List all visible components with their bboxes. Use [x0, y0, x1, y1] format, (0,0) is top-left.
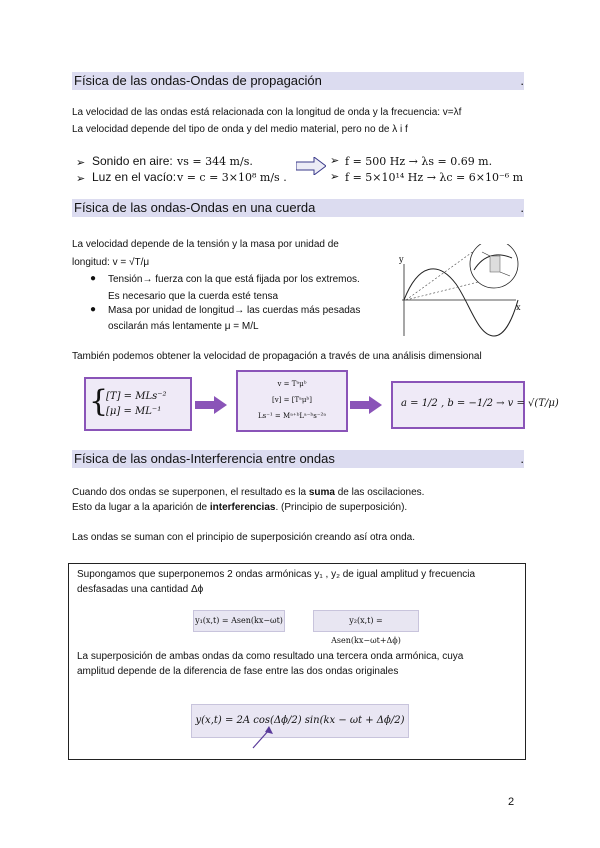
- arrow-bullet-icon: ➢: [330, 171, 340, 183]
- paragraph-line: Las ondas se suman con el principio de superposición creando así otra onda.: [72, 532, 415, 543]
- heading-dot: .: [520, 451, 524, 466]
- list-label: Sonido en aire:: [92, 154, 173, 168]
- brace-icon: {: [89, 384, 109, 419]
- equation-box-analysis: [236, 370, 348, 432]
- section-title: Física de las ondas-Ondas en una cuerda: [74, 200, 316, 215]
- paragraph-line: También podemos obtener la velocidad de propagación a través de una análisis dimensional: [72, 351, 482, 362]
- zoom-line: [406, 280, 486, 300]
- arrow-right-icon: [350, 396, 382, 414]
- text-run: de las oscilaciones.: [334, 487, 425, 498]
- equation-superposition: y(x,t) = 2A cos(Δϕ/2) sin(kx − ωt + Δϕ/2): [191, 704, 409, 738]
- paragraph-line: La velocidad depende de la tensión y la masa por unidad de: [72, 239, 339, 250]
- equation-line: v = Tᵃμᵇ: [277, 380, 307, 388]
- math-expression: f = 500 Hz → λs = 0.69 m.: [345, 155, 493, 168]
- bold-term: suma: [308, 487, 335, 498]
- paragraph-line: [72, 486, 424, 500]
- string-element: [490, 256, 500, 272]
- paragraph-line: La velocidad depende del tipo de onda y del medio material, pero no de λ i f: [72, 124, 408, 135]
- paragraph-line: [72, 501, 407, 515]
- section-heading-interference: [72, 450, 524, 468]
- equation-line: [μ] = ML⁻¹: [106, 406, 162, 417]
- page-number: 2: [508, 796, 515, 808]
- equation-wave1: y₁(x,t) = Asen(kx−ωt): [193, 610, 285, 632]
- equation-line: a = 1/2 , b = −1/2 → v = √(T/μ): [401, 398, 559, 409]
- pointer-arrow-icon: [249, 724, 279, 750]
- axis-label-y: y: [399, 255, 404, 264]
- bold-term: interferencias: [209, 502, 276, 513]
- math-expression: f = 5×10¹⁴ Hz → λc = 6×10⁻⁶ m: [345, 171, 524, 184]
- section-title: Física de las ondas-Ondas de propagación: [74, 73, 322, 88]
- bullet-text: Es necesario que la cuerda esté tensa: [108, 291, 279, 302]
- paragraph-line: amplitud depende de la diferencia de fase entre las dos ondas originales: [77, 666, 399, 677]
- heading-dot: .: [520, 200, 524, 215]
- arrow-right-icon: [195, 396, 227, 414]
- equation-wave2: y₂(x,t) = Asen(kx−ωt+Δϕ): [313, 610, 419, 632]
- wave-string-figure: [398, 244, 526, 344]
- text-run: . (Principio de superposición).: [275, 502, 408, 513]
- arrow-bullet-icon: ➢: [76, 157, 86, 169]
- bullet-icon: ●: [90, 273, 97, 284]
- equation-line: [v] = [Tᵃμᵇ]: [272, 396, 312, 404]
- heading-dot: .: [520, 73, 524, 88]
- arrow-right-icon: [296, 157, 326, 175]
- bullet-text: Tensión→ fuerza con la que está fijada por los extremos.: [108, 274, 360, 285]
- equation-box-result: [391, 381, 559, 429]
- section-title: Física de las ondas-Interferencia entre ondas: [74, 451, 335, 466]
- arrow-bullet-icon: ➢: [76, 173, 86, 185]
- list-label: Luz en el vacío:: [92, 170, 177, 184]
- equation-line: Ls⁻¹ = Mᵃ⁺ᵇLᵃ⁻ᵇs⁻²ᵃ: [257, 412, 327, 420]
- paragraph-line: Supongamos que superponemos 2 ondas armónicas y₁ , y₂ de igual amplitud y frecuencia: [77, 569, 476, 580]
- bullet-text: Masa por unidad de longitud→ las cuerdas más pesadas: [108, 305, 361, 316]
- section-heading-string-waves: [72, 199, 524, 217]
- arrow-bullet-icon: ➢: [330, 155, 340, 167]
- section-heading-propagation: [72, 72, 524, 90]
- bullet-text: oscilarán más lentamente μ = M/L: [108, 321, 259, 332]
- equation-box-dimensions: [84, 377, 192, 431]
- zoom-line: [406, 248, 478, 300]
- equation-line: [T] = MLs⁻²: [106, 391, 167, 402]
- bullet-icon: ●: [90, 304, 97, 315]
- axis-label-x: x: [516, 303, 521, 312]
- paragraph-line: longitud: v = √T/μ: [72, 257, 150, 268]
- math-expression: v = c = 3×10⁸ m/s .: [177, 171, 287, 184]
- paragraph-line: La superposición de ambas ondas da como resultado una tercera onda armónica, cuya: [77, 651, 464, 662]
- paragraph-line: La velocidad de las ondas está relacionada con la longitud de onda y la frecuencia: v=λf: [72, 107, 462, 118]
- text-run: Esto da lugar a la aparición de: [72, 502, 210, 513]
- superposition-frame: [68, 563, 526, 760]
- math-expression: vs = 344 m/s.: [177, 155, 253, 168]
- text-run: Cuando dos ondas se superponen, el resultado es la: [72, 487, 309, 498]
- paragraph-line: desfasadas una cantidad Δϕ: [77, 584, 204, 595]
